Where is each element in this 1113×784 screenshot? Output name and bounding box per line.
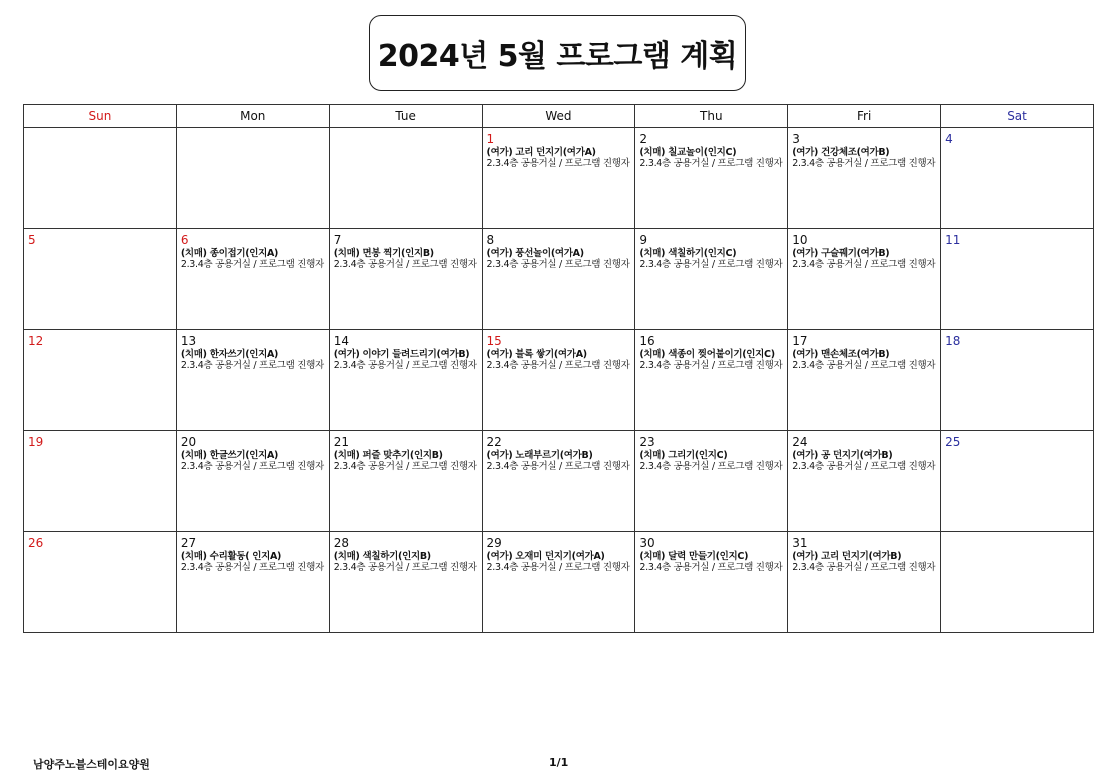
page-number: 1/1: [549, 756, 569, 769]
day-number: 18: [945, 334, 961, 348]
day-number: 30: [639, 536, 655, 550]
day-number: 29: [486, 536, 502, 550]
program-location: 2.3.4층 공용거실 / 프로그램 진행자: [333, 461, 477, 472]
page-title: 2024년 5월 프로그램 계획: [369, 15, 746, 91]
calendar-day-cell: [635, 128, 788, 229]
program-title: (여가) 고리 던지기(여가A): [486, 147, 596, 158]
calendar-week-row: [24, 431, 1094, 532]
calendar-day-cell: [788, 431, 941, 532]
calendar-day-cell: [635, 431, 788, 532]
program-location: 2.3.4층 공용거실 / 프로그램 진행자: [486, 562, 630, 573]
program-title: (여가) 맨손체조(여가B): [792, 349, 890, 360]
program-location: 2.3.4층 공용거실 / 프로그램 진행자: [792, 158, 936, 169]
day-number: 7: [333, 233, 342, 247]
calendar-day-cell: [329, 330, 482, 431]
calendar-day-cell: [329, 128, 482, 229]
day-number: 5: [28, 233, 36, 247]
calendar-day-cell: [635, 229, 788, 330]
program-title: (치매) 달력 만들기(인지C): [639, 551, 749, 562]
day-number: 9: [639, 233, 648, 247]
program-location: 2.3.4층 공용거실 / 프로그램 진행자: [639, 158, 783, 169]
calendar-day-cell: [635, 330, 788, 431]
calendar-day-cell: [482, 229, 635, 330]
day-number: 6: [180, 233, 189, 247]
program-location: 2.3.4층 공용거실 / 프로그램 진행자: [639, 461, 783, 472]
calendar-week-row: [24, 229, 1094, 330]
calendar-day-cell: [482, 330, 635, 431]
program-title: (치매) 색칠하기(인지B): [333, 551, 431, 562]
day-number: 13: [180, 334, 197, 348]
calendar-day-cell: [788, 229, 941, 330]
program-location: 2.3.4층 공용거실 / 프로그램 진행자: [639, 259, 783, 270]
program-location: 2.3.4층 공용거실 / 프로그램 진행자: [180, 461, 324, 472]
calendar-day-cell: [176, 431, 329, 532]
program-title: (여가) 구슬꿰기(여가B): [792, 248, 890, 259]
program-title: (치매) 퍼즐 맞추기(인지B): [333, 450, 443, 461]
program-title: (치매) 그리기(인지C): [639, 450, 728, 461]
calendar-day-cell: [941, 330, 1094, 431]
facility-name: 남양주노블스테이요양원: [33, 758, 150, 771]
program-location: 2.3.4층 공용거실 / 프로그램 진행자: [792, 461, 936, 472]
program-title: (여가) 풍선놀이(여가A): [486, 248, 584, 259]
program-location: 2.3.4층 공용거실 / 프로그램 진행자: [792, 562, 936, 573]
weekday-header-wed: Wed: [482, 105, 635, 128]
day-number: 23: [639, 435, 655, 449]
program-location: 2.3.4층 공용거실 / 프로그램 진행자: [333, 562, 477, 573]
calendar-day-cell: [941, 431, 1094, 532]
calendar-day-cell: [941, 128, 1094, 229]
calendar-day-cell: [329, 532, 482, 633]
calendar-day-cell: [329, 431, 482, 532]
program-location: 2.3.4층 공용거실 / 프로그램 진행자: [333, 259, 477, 270]
day-number: 31: [792, 536, 808, 550]
program-location: 2.3.4층 공용거실 / 프로그램 진행자: [639, 562, 783, 573]
calendar-day-cell: [24, 431, 177, 532]
day-number: 8: [486, 233, 495, 247]
calendar-grid: [23, 104, 1094, 633]
weekday-header-row: [24, 105, 1094, 128]
program-title: (치매) 한자쓰기(인지A): [180, 349, 279, 360]
calendar-day-cell: [329, 229, 482, 330]
day-number: 22: [486, 435, 502, 449]
day-number: 25: [945, 435, 961, 449]
calendar-week-row: [24, 532, 1094, 633]
program-location: 2.3.4층 공용거실 / 프로그램 진행자: [792, 259, 936, 270]
calendar-day-cell: [482, 431, 635, 532]
day-number: 24: [792, 435, 808, 449]
calendar-day-cell: [635, 532, 788, 633]
program-title: (치매) 색칠하기(인지C): [639, 248, 737, 259]
day-number: 15: [486, 334, 502, 348]
calendar-day-cell: [24, 532, 177, 633]
day-number: 20: [180, 435, 197, 449]
calendar-day-cell: [941, 532, 1094, 633]
program-location: 2.3.4층 공용거실 / 프로그램 진행자: [486, 360, 630, 371]
program-location: 2.3.4층 공용거실 / 프로그램 진행자: [792, 360, 936, 371]
weekday-header-mon: Mon: [176, 105, 329, 128]
program-location: 2.3.4층 공용거실 / 프로그램 진행자: [180, 259, 324, 270]
program-title: (여가) 오재미 던지기(여가A): [486, 551, 605, 562]
program-title: (치매) 면봉 찍기(인지B): [333, 248, 434, 259]
program-title: (여가) 노래부르기(여가B): [486, 450, 593, 461]
day-number: 1: [486, 132, 495, 146]
calendar-week-row: [24, 330, 1094, 431]
program-location: 2.3.4층 공용거실 / 프로그램 진행자: [333, 360, 477, 371]
calendar-day-cell: [788, 330, 941, 431]
day-number: 28: [333, 536, 349, 550]
program-location: 2.3.4층 공용거실 / 프로그램 진행자: [180, 562, 324, 573]
calendar-week-row: [24, 128, 1094, 229]
program-title: (여가) 이야기 들려드리기(여가B): [333, 349, 470, 360]
weekday-header-thu: Thu: [635, 105, 788, 128]
program-title: (치매) 색종이 찢어붙이기(인지C): [639, 349, 775, 360]
weekday-header-sun: Sun: [24, 105, 177, 128]
day-number: 2: [639, 132, 648, 146]
calendar-day-cell: [176, 128, 329, 229]
weekday-header-fri: Fri: [788, 105, 941, 128]
calendar-day-cell: [788, 128, 941, 229]
calendar-day-cell: [788, 532, 941, 633]
day-number: 16: [639, 334, 655, 348]
program-title: (여가) 공 던지기(여가B): [792, 450, 893, 461]
calendar-day-cell: [176, 330, 329, 431]
program-title: (치매) 종이접기(인지A): [180, 248, 279, 259]
day-number: 27: [180, 536, 197, 550]
calendar-day-cell: [176, 532, 329, 633]
day-number: 3: [792, 132, 800, 146]
weekday-header-sat: Sat: [941, 105, 1094, 128]
day-number: 17: [792, 334, 808, 348]
day-number: 19: [28, 435, 44, 449]
calendar-body: [24, 128, 1094, 633]
calendar-day-cell: [482, 532, 635, 633]
weekday-header-tue: Tue: [329, 105, 482, 128]
program-title: (여가) 블록 쌓기(여가A): [486, 349, 587, 360]
day-number: 14: [333, 334, 349, 348]
calendar-day-cell: [176, 229, 329, 330]
day-number: 21: [333, 435, 349, 449]
program-location: 2.3.4층 공용거실 / 프로그램 진행자: [486, 158, 630, 169]
program-location: 2.3.4층 공용거실 / 프로그램 진행자: [639, 360, 783, 371]
program-title: (여가) 건강체조(여가B): [792, 147, 890, 158]
program-title: (여가) 고리 던지기(여가B): [792, 551, 902, 562]
program-title: (치매) 수리활동( 인지A): [180, 551, 282, 562]
calendar-day-cell: [482, 128, 635, 229]
day-number: 11: [945, 233, 961, 247]
day-number: 4: [945, 132, 953, 146]
calendar-day-cell: [24, 128, 177, 229]
day-number: 26: [28, 536, 44, 550]
program-location: 2.3.4층 공용거실 / 프로그램 진행자: [180, 360, 324, 371]
calendar-day-cell: [24, 330, 177, 431]
day-number: 12: [28, 334, 44, 348]
program-title: (치매) 한글쓰기(인지A): [180, 450, 279, 461]
calendar-day-cell: [24, 229, 177, 330]
calendar-day-cell: [941, 229, 1094, 330]
program-title: (치매) 칠교놀이(인지C): [639, 147, 737, 158]
day-number: 10: [792, 233, 808, 247]
program-location: 2.3.4층 공용거실 / 프로그램 진행자: [486, 259, 630, 270]
program-location: 2.3.4층 공용거실 / 프로그램 진행자: [486, 461, 630, 472]
